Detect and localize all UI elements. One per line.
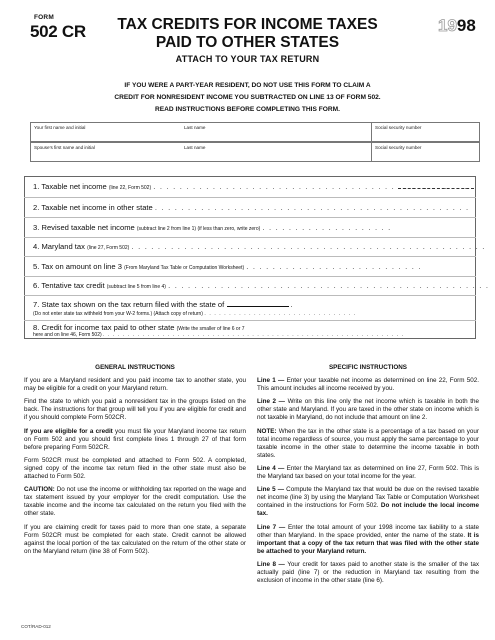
divider (24, 197, 476, 198)
first-name-field[interactable]: Your first name and initial (34, 125, 86, 130)
page-title-line1: TAX CREDITS FOR INCOME TAXES (117, 16, 378, 33)
notice-line2: CREDIT FOR NONRESIDENT INCOME YOU SUBTRACTED ON LINE 13 OF FORM 502. (114, 94, 381, 101)
spouse-first-name-field[interactable]: Spouse's first name and initial (34, 145, 95, 150)
general-paragraph-6: If you are claiming credit for taxes paid to more than one state, a separate Form 502CR must be completed for each state. Credit cannot be allowed against the local portion of the tax calculated on the return of the other state or on the Maryland return (line 38 of Form 502). (24, 523, 246, 555)
specific-line-5: Line 5 — Compute the Maryland tax that would be due on the revised taxable net income (line 3) by using the Maryland Tax Table or Computation Worksheet contained in the instructions for Form 502. Do not include the local income tax. (257, 486, 479, 518)
line-1: 1. Taxable net income (line 22, Form 502) . . . . . . . . . . . . . . . . . . . . . . . . . . . . . . . . . . . . . . . . . . . . . . . . . (33, 182, 475, 191)
divider (24, 217, 476, 218)
tax-year-digits: 98 (456, 16, 476, 35)
line-8-instruction: here and on line 46, Form 502) . . . . . . . . . . . . . . . . . . . . . . . . . . . . . . . . . . . . . . . . . . . . . . . . . . . . . . . . . . . . . (33, 332, 405, 338)
tax-year (438, 16, 476, 36)
specific-line-4: Line 4 — Enter the Maryland tax as determined on line 27, Form 502. This is the Maryland tax based on your total income for the year. (257, 464, 479, 481)
line-7-instruction: (Do not enter state tax withheld from your W-2 forms.) (Attach copy of return) . . . . . . . . . . . . . . . . . . . . . . . . . . . . . . . (33, 311, 357, 317)
line-8: 8. Credit for income tax paid to other state (Write the smaller of line 6 or 7 (33, 323, 245, 332)
notice-line3: READ INSTRUCTIONS BEFORE COMPLETING THIS FORM. (155, 106, 340, 113)
line-4: 4. Maryland tax (line 27, Form 502) . . . . . . . . . . . . . . . . . . . . . . . . . . . . . . . . . . . . . . . . . . . . . . . . . . . . . . (33, 242, 486, 251)
divider (24, 237, 476, 238)
divider (24, 276, 476, 277)
general-instructions-heading: GENERAL INSTRUCTIONS (95, 364, 175, 371)
state-name-field[interactable] (227, 306, 289, 307)
specific-line-1: Line 1 — Enter your taxable net income as determined on line 22, Form 502. This amount includes all income received by you. (257, 377, 479, 393)
general-paragraph-1: If you are a Maryland resident and you paid income tax to another state, you may be eligible for a credit on your Maryland return. (24, 377, 246, 393)
page-subtitle: ATTACH TO YOUR TAX RETURN (175, 54, 320, 64)
ssn-field[interactable]: Social security number (371, 123, 480, 142)
page-title-line2: PAID TO OTHER STATES (155, 34, 340, 51)
spouse-ssn-field[interactable]: Social security number (371, 143, 480, 162)
taxpayer-info-row (30, 122, 480, 142)
general-paragraph-4: Form 502CR must be completed and attached to Form 502. A completed, signed copy of the income tax return filed in the other state must also be attached to Form 502. (24, 456, 246, 481)
tax-year-century: 19 (438, 16, 457, 35)
line-7: 7. State tax shown on the tax return filed with the state of . (33, 300, 293, 309)
form-label: FORM (34, 14, 54, 21)
form-number: 502 CR (30, 22, 86, 41)
general-paragraph-5: CAUTION: Do not use the income or withholding tax reported on the wage and tax statement issued by your employer for the credit computation. Use the taxable income and the income tax calculated on the return you filed with the other state. (24, 486, 246, 518)
general-paragraph-3: If you are eligible for a credit you must file your Maryland income tax return on Form 502 and you should first complete lines 1 through 27 of that form before preparing Form 502CR. (24, 427, 247, 451)
specific-line-7: Line 7 — Enter the total amount of your 1998 income tax liability to a state other than Maryland. In the space provided, enter the name of the state. It is important that a copy of the tax return that was filed with the other state be attached to your Maryland return. (257, 523, 479, 555)
specific-line-8: Line 8 — Your credit for taxes paid to another state is the smaller of the tax actually paid (line 7) or the reduction in Maryland tax resulting from the exclusion of income in the other state (line 6). (257, 560, 479, 585)
line-3: 3. Revised taxable net income (subtract line 2 from line 1) (if less than zero, write zero) . . . . . . . . . . . . . . . . . . . . (33, 223, 392, 232)
specific-instructions-heading: SPECIFIC INSTRUCTIONS (328, 364, 408, 371)
specific-note: NOTE: When the tax in the other state is a percentage of a tax based on your total income regardless of source, you must apply the same percentage to your taxable income in the other state to determine the income taxable in both states. (257, 427, 479, 459)
last-name-field[interactable]: Last name (184, 125, 206, 130)
divider (24, 295, 476, 296)
notice-line1: IF YOU WERE A PART-YEAR RESIDENT, DO NOT USE THIS FORM TO CLAIM A (124, 82, 371, 89)
form-code: COT/RAD-012 (21, 624, 51, 629)
spouse-last-name-field[interactable]: Last name (184, 145, 206, 150)
general-paragraph-2: Find the state to which you paid a nonresident tax in the groups listed on the back. The instructions for that group will tell you if you are eligible for credit and if you should complete Form 502CR. (24, 398, 246, 422)
line-6: 6. Tentative tax credit (subtract line 5 from line 4) . . . . . . . . . . . . . . . . . . . . . . . . . . . . . . . . . . . . . . . . . . . . . . . . . (33, 281, 490, 290)
spouse-info-row (30, 142, 480, 162)
line-5: 5. Tax on amount on line 3 (From Maryland Tax Table or Computation Worksheet) . . . . . . . . . . . . . . . . . . . . . . . . . . . (33, 262, 422, 271)
general-instructions (24, 364, 246, 561)
specific-instructions (257, 364, 479, 590)
divider (24, 256, 476, 257)
line-2: 2. Taxable net income in other state . . . . . . . . . . . . . . . . . . . . . . . . . . . . . . . . . . . . . . . . . . . . . . . . (33, 203, 470, 212)
specific-line-2: Line 2 — Write on this line only the net income which is taxable in both the other state and Maryland. If you are taxed in the other state on income which is not taxable in Maryland, do not include that amount on line 2. (257, 398, 479, 422)
divider (24, 320, 476, 321)
